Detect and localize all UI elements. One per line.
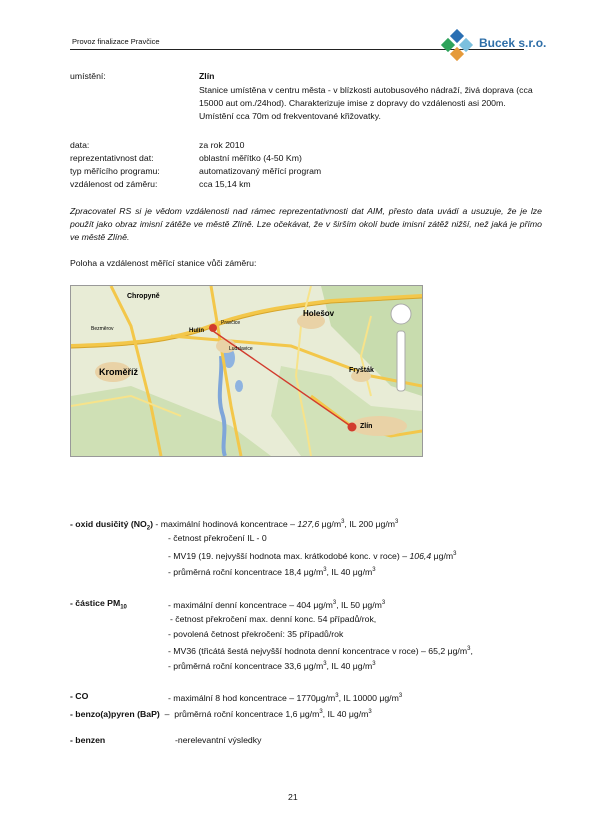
no2-line-1: - maximální hodinová koncentrace – 127,6 $\mu g/m^3$, IL 200 $\mu g/m^3$ [155, 518, 399, 529]
info-label-representativeness: reprezentativnost dat: [70, 153, 154, 163]
processor-note: Zpracovatel RS si je vědom vzdálenosti nad rámec reprezentativnosti dat AIM, přesto data uvádí a usuzuje, že je lze použít jako obraz imisní zátěže ve městě Zlíně. Lze očekávat, že v širším okolí bude imisní zátěž nižší, než jaká je přímo ve městě Zlíně. [70, 206, 542, 242]
bap-row [70, 706, 372, 721]
no2-name: - oxid dusičitý $(NO_2)$ [70, 518, 153, 532]
map-label-pravcice: Pravčice [221, 320, 241, 326]
pm10-line-1: - maximální denní koncentrace – 404 $\mu g/m^3$, IL 50 $\mu g/m^3$ [168, 599, 386, 610]
bap-line: – průměrná roční koncentrace 1,6 $\mu g/m^3$, IL 40 $\mu g/m^3$ [159, 708, 372, 719]
map-label-zlin: Zlín [360, 423, 373, 430]
pm10-name: - částice $PM_{10}$ [70, 598, 127, 611]
logo-diamonds-icon [438, 29, 482, 69]
bap-name: - benzo(a)pyren (BaP) [70, 708, 160, 719]
location-city: Zlín [199, 71, 215, 81]
location-description: Stanice umístěna v centru města - v blízkosti autobusového nádraží, živá doprava (cca 15000 aut om./24hod). Charakterizuje imise z dopravy do vzdálenosti asi 200m. Umístění cca 70m od frekventované křižovatky. [199, 85, 533, 121]
pm10-line-4: - MV36 (třicátá šestá nejvyšší hodnota denní koncentrace v roce) – 65,2 $\mu g/m^3$, [168, 645, 473, 656]
pm10-line-5: - průměrná roční koncentrace 33,6 $\mu g/m^3$, IL 40 $\mu g/m^3$ [168, 660, 376, 671]
info-label-program: typ měřícího programu: [70, 166, 160, 176]
map-label-ludslavice: Ludslavice [229, 346, 253, 352]
location-label: umístění: [70, 71, 106, 81]
info-value-program: automatizovaný měřící program [199, 166, 322, 176]
map-label-bezmerov: Bezměrov [91, 326, 114, 332]
map-label-chropyne: Chropyně [127, 293, 160, 300]
pm10-line-2: - četnost překročení max. denní konc. 54 případů/rok, [170, 614, 377, 624]
pm10-row [70, 597, 127, 615]
info-label-distance: vzdálenost od záměru: [70, 179, 158, 189]
map-label-frystak: Fryšták [349, 367, 374, 374]
benzen-line: -nerelevantní výsledky [175, 735, 262, 745]
info-value-data: za rok 2010 [199, 140, 245, 150]
co-name: - CO [70, 691, 89, 701]
map-caption: Poloha a vzdálenost měřící stanice vůči záměru: [70, 258, 257, 268]
page-number: 21 [288, 792, 298, 802]
no2-line-3: - MV19 (19. nejvyšší hodnota max. krátkodobé konc. v roce) – 106,4 $\mu g/m^3$ [168, 550, 457, 561]
co-row [70, 690, 88, 703]
no2-line-2: - četnost překročení IL - 0 [168, 533, 267, 543]
benzen-name: - benzen [70, 735, 106, 745]
info-value-representativeness: oblastní měřítko (4-50 Km) [199, 153, 302, 163]
map-label-kromeriz: Kroměříž [99, 367, 139, 377]
no2-line-4: - průměrná roční koncentrace 18,4 $\mu g/m^3$, IL 40 $\mu g/m^3$ [168, 566, 376, 577]
pm10-line-3: - povolená četnost překročení: 35 případů/rok [168, 629, 344, 639]
company-name: Bucek s.r.o. [479, 36, 547, 50]
location-map[interactable] [70, 285, 423, 457]
map-label-holesov: Holešov [303, 309, 335, 318]
info-label-data: data: [70, 140, 90, 150]
co-line: - maximální 8 hod koncentrace – $1770\mu g/m^3$, IL 10000 $\mu g/m^3$ [168, 692, 403, 703]
map-label-hulin: Hulín [189, 328, 204, 334]
info-value-distance: cca 15,14 km [199, 179, 251, 189]
benzen-row [70, 734, 105, 747]
header-title: Provoz finalizace Pravčice [72, 37, 160, 46]
